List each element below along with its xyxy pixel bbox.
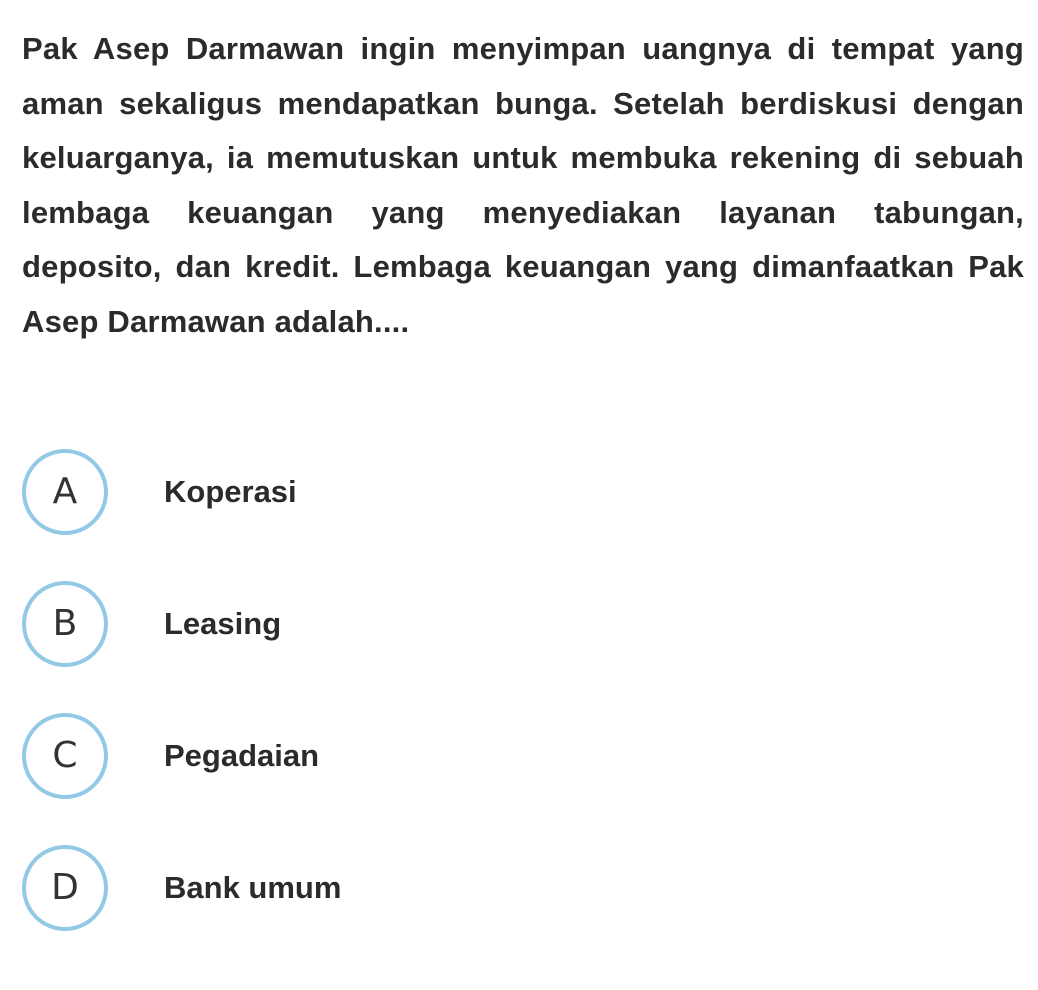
option-a[interactable] [22,444,922,539]
option-c[interactable] [22,708,922,803]
option-a-label[interactable]: Koperasi [164,473,297,509]
question-text: Pak Asep Darmawan ingin menyimpan uangnya di tempat yang aman sekaligus mendapatkan bunga. Setelah berdiskusi dengan keluarganya, ia memutuskan untuk membuka rekening di sebuah lembaga keuangan yang menyediakan layanan tabungan, deposito, dan kredit. Lembaga keuangan yang dimanfaatkan Pak Asep Darmawan adalah.... [22,31,1024,339]
option-d-letter[interactable]: D [22,845,108,931]
option-b[interactable] [22,576,922,671]
answer-options [22,444,922,972]
option-d[interactable] [22,840,922,935]
option-b-label[interactable]: Leasing [164,605,282,641]
option-b-letter[interactable]: B [22,581,108,667]
option-d-label[interactable]: Bank umum [164,869,342,905]
option-c-letter[interactable]: C [22,713,108,799]
option-a-letter[interactable]: A [22,449,108,535]
option-c-label[interactable]: Pegadaian [164,737,320,773]
